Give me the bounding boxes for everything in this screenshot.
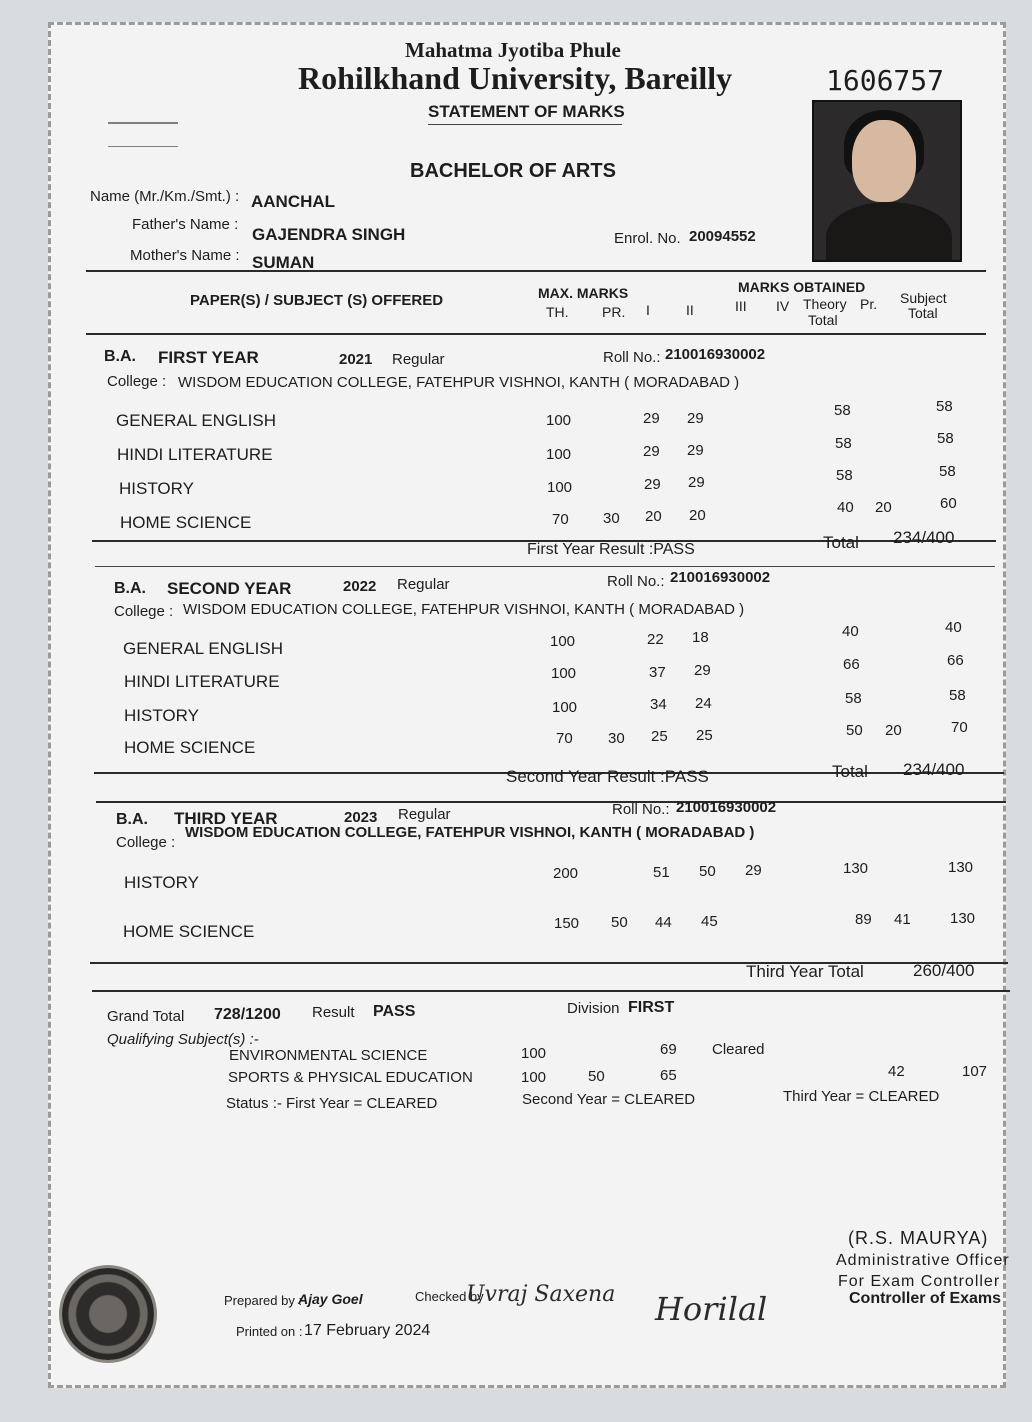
marks-i: 51 (653, 864, 670, 881)
year-result: Second Year Result :PASS (506, 767, 709, 786)
status-first-year: Status :- First Year = CLEARED (226, 1095, 438, 1112)
subject-total: 60 (940, 495, 957, 512)
theory-total: 40 (842, 623, 859, 640)
max-pr: 30 (608, 730, 625, 747)
session: 2022 (343, 578, 377, 595)
qualifying-subject: ENVIRONMENTAL SCIENCE (229, 1047, 428, 1064)
col-subject-total: Total (908, 305, 938, 321)
roll-label: Roll No.: (603, 349, 661, 366)
marks-i: 25 (651, 728, 668, 745)
max-pr: 30 (603, 510, 620, 527)
col-ii: II (686, 302, 694, 318)
theory-total: 58 (835, 435, 852, 452)
subject-name: HISTORY (119, 479, 194, 498)
name-label: Name (Mr./Km./Smt.) : (90, 188, 240, 205)
college-name: WISDOM EDUCATION COLLEGE, FATEHPUR VISHNOI, KANTH ( MORADABAD ) (183, 601, 745, 618)
result-label: Result (312, 1004, 355, 1021)
subject-name: GENERAL ENGLISH (116, 411, 276, 430)
qualifying-max-th: 100 (521, 1045, 547, 1062)
col-subject: Subject (900, 290, 947, 306)
officer-for: For Exam Controller (838, 1273, 1001, 1290)
marks-ii: 29 (687, 410, 704, 427)
qualifying-max-th: 100 (521, 1069, 547, 1086)
subject-name: HOME SCIENCE (120, 513, 252, 532)
subject-name: HISTORY (124, 706, 199, 725)
max-th: 70 (556, 730, 573, 747)
subject-total: 66 (947, 652, 964, 669)
college-name: WISDOM EDUCATION COLLEGE, FATEHPUR VISHNOI, KANTH ( MORADABAD ) (185, 824, 755, 841)
university-name-line1: Mahatma Jyotiba Phule (405, 38, 621, 62)
course: B.A. (104, 348, 136, 365)
max-th: 100 (551, 665, 577, 682)
subject-name: HINDI LITERATURE (124, 672, 280, 691)
theory-total: 50 (846, 722, 863, 739)
year-total: 260/400 (913, 961, 975, 980)
student-photo (812, 100, 962, 262)
total-label: Total (832, 762, 868, 781)
theory-total: 89 (855, 911, 872, 928)
officer-dept: Controller of Exams (849, 1290, 1002, 1307)
session: 2021 (339, 351, 373, 368)
college-name: WISDOM EDUCATION COLLEGE, FATEHPUR VISHNOI, KANTH ( MORADABAD ) (178, 374, 740, 391)
pr-marks: 41 (894, 911, 911, 928)
pr-marks: 20 (885, 722, 902, 739)
printed-label: Printed on : (236, 1324, 303, 1339)
officer-title: Administrative Officer (836, 1252, 1010, 1269)
marks-ii: 25 (696, 727, 713, 744)
max-th: 100 (550, 633, 576, 650)
subject-total: 70 (951, 719, 968, 736)
theory-total: 58 (834, 402, 851, 419)
mode: Regular (397, 576, 450, 593)
col-pr-marks: Pr. (860, 296, 878, 312)
roll-label: Roll No.: (612, 801, 670, 818)
max-th: 100 (547, 479, 573, 496)
year-total: 234/400 (893, 528, 955, 547)
enrol-number: 20094552 (689, 228, 756, 245)
marks-ii: 29 (688, 474, 705, 491)
qualifying-label: Qualifying Subject(s) :- (107, 1031, 259, 1048)
marks-ii: 18 (692, 629, 709, 646)
marks-i: 29 (643, 443, 660, 460)
col-max-marks: MAX. MARKS (538, 285, 629, 301)
total-label: Total (823, 533, 859, 552)
theory-total: 130 (843, 860, 869, 877)
subject-total: 40 (945, 619, 962, 636)
father-label: Father's Name : (132, 216, 239, 233)
subject-total: 130 (948, 859, 974, 876)
mode: Regular (398, 806, 451, 823)
qualifying-marks: 69 (660, 1041, 677, 1058)
division: FIRST (628, 999, 675, 1016)
mother-name: SUMAN (252, 253, 315, 272)
marks-ii: 45 (701, 913, 718, 930)
roll-number: 210016930002 (676, 799, 777, 816)
subject-total: 58 (936, 398, 953, 415)
col-marks-obtained: MARKS OBTAINED (738, 279, 866, 295)
subject-name: HISTORY (124, 873, 199, 892)
marks-ii: 29 (687, 442, 704, 459)
division-label: Division (567, 1000, 620, 1017)
year-label: FIRST YEAR (158, 348, 259, 367)
subject-name: HOME SCIENCE (123, 922, 255, 941)
college-label: College : (116, 834, 176, 851)
prepared-by: Ajay Goel (298, 1291, 363, 1307)
subject-total: 58 (939, 463, 956, 480)
marks-i: 44 (655, 914, 672, 931)
max-th: 200 (553, 865, 579, 882)
grand-total-label: Grand Total (107, 1008, 185, 1025)
university-name-line2: Rohilkhand University, Bareilly (298, 60, 733, 96)
col-iv: IV (776, 298, 790, 314)
col-theory: Theory (803, 296, 847, 312)
year-total: 234/400 (903, 760, 965, 779)
subject-total: 58 (937, 430, 954, 447)
qualifying-subject: SPORTS & PHYSICAL EDUCATION (228, 1069, 473, 1086)
max-th: 100 (546, 412, 572, 429)
university-logo (108, 122, 178, 147)
serial-number: 1606757 (826, 64, 945, 97)
year-result: First Year Result :PASS (527, 541, 695, 558)
checked-label: Checked by (415, 1289, 484, 1304)
theory-total: 66 (843, 656, 860, 673)
college-label: College : (114, 603, 174, 620)
marks-i: 20 (645, 508, 662, 525)
marks-ii: 29 (694, 662, 711, 679)
max-th: 100 (546, 446, 572, 463)
subject-name: GENERAL ENGLISH (123, 639, 283, 658)
marks-i: 34 (650, 696, 667, 713)
student-name: AANCHAL (251, 192, 336, 211)
roll-number: 210016930002 (665, 346, 766, 363)
col-i: I (646, 302, 650, 318)
officer-name: (R.S. MAURYA) (848, 1228, 989, 1248)
university-seal (62, 1268, 154, 1360)
total-label: Third Year Total (746, 962, 864, 981)
checked-by-signature: Uvraj Saxena (466, 1282, 616, 1307)
roll-number: 210016930002 (670, 569, 771, 586)
qualifying-total: 107 (962, 1063, 988, 1080)
subject-name: HINDI LITERATURE (117, 445, 273, 464)
status-second-year: Second Year = CLEARED (522, 1091, 696, 1108)
col-theory-total: Total (808, 312, 838, 328)
college-label: College : (107, 373, 167, 390)
max-th: 100 (552, 699, 578, 716)
year-label: SECOND YEAR (167, 579, 292, 598)
qualifying-marks: 65 (660, 1067, 677, 1084)
pr-marks: 20 (875, 499, 892, 516)
printed-date: 17 February 2024 (304, 1322, 431, 1339)
marks-i: 22 (647, 631, 664, 648)
year-label: THIRD YEAR (174, 809, 278, 828)
final-result: PASS (373, 1003, 416, 1020)
statement-title: STATEMENT OF MARKS (428, 102, 625, 121)
theory-total: 40 (837, 499, 854, 516)
grand-total: 728/1200 (214, 1006, 281, 1023)
max-th: 150 (554, 915, 580, 932)
marks-i: 29 (644, 476, 661, 493)
mother-label: Mother's Name : (130, 247, 240, 264)
col-iii: III (735, 298, 747, 314)
theory-total: 58 (845, 690, 862, 707)
course: B.A. (116, 811, 148, 828)
course: B.A. (114, 580, 146, 597)
degree-title: BACHELOR OF ARTS (410, 160, 616, 182)
col-th: TH. (546, 304, 569, 320)
mode: Regular (392, 351, 445, 368)
theory-total: 58 (836, 467, 853, 484)
father-name: GAJENDRA SINGH (252, 225, 406, 244)
qualifying-status: Cleared (712, 1041, 765, 1058)
marks-iii: 29 (745, 862, 762, 879)
col-pr: PR. (602, 304, 626, 320)
subject-total: 130 (950, 910, 976, 927)
prepared-label: Prepared by : (224, 1293, 303, 1308)
marks-i: 37 (649, 664, 666, 681)
marks-i: 29 (643, 410, 660, 427)
marks-ii: 20 (689, 507, 706, 524)
qualifying-pr-marks: 42 (888, 1063, 905, 1080)
subject-name: HOME SCIENCE (124, 738, 256, 757)
marks-ii: 24 (695, 695, 712, 712)
col-paper: PAPER(S) / SUBJECT (S) OFFERED (190, 292, 444, 309)
enrol-label: Enrol. No. (614, 230, 681, 247)
max-th: 70 (552, 511, 569, 528)
status-third-year: Third Year = CLEARED (783, 1088, 940, 1105)
qualifying-max-pr: 50 (588, 1068, 605, 1085)
subject-total: 58 (949, 687, 966, 704)
session: 2023 (344, 809, 378, 826)
middle-signature: Horilal (655, 1290, 768, 1328)
roll-label: Roll No.: (607, 573, 665, 590)
marks-ii: 50 (699, 863, 716, 880)
max-pr: 50 (611, 914, 628, 931)
